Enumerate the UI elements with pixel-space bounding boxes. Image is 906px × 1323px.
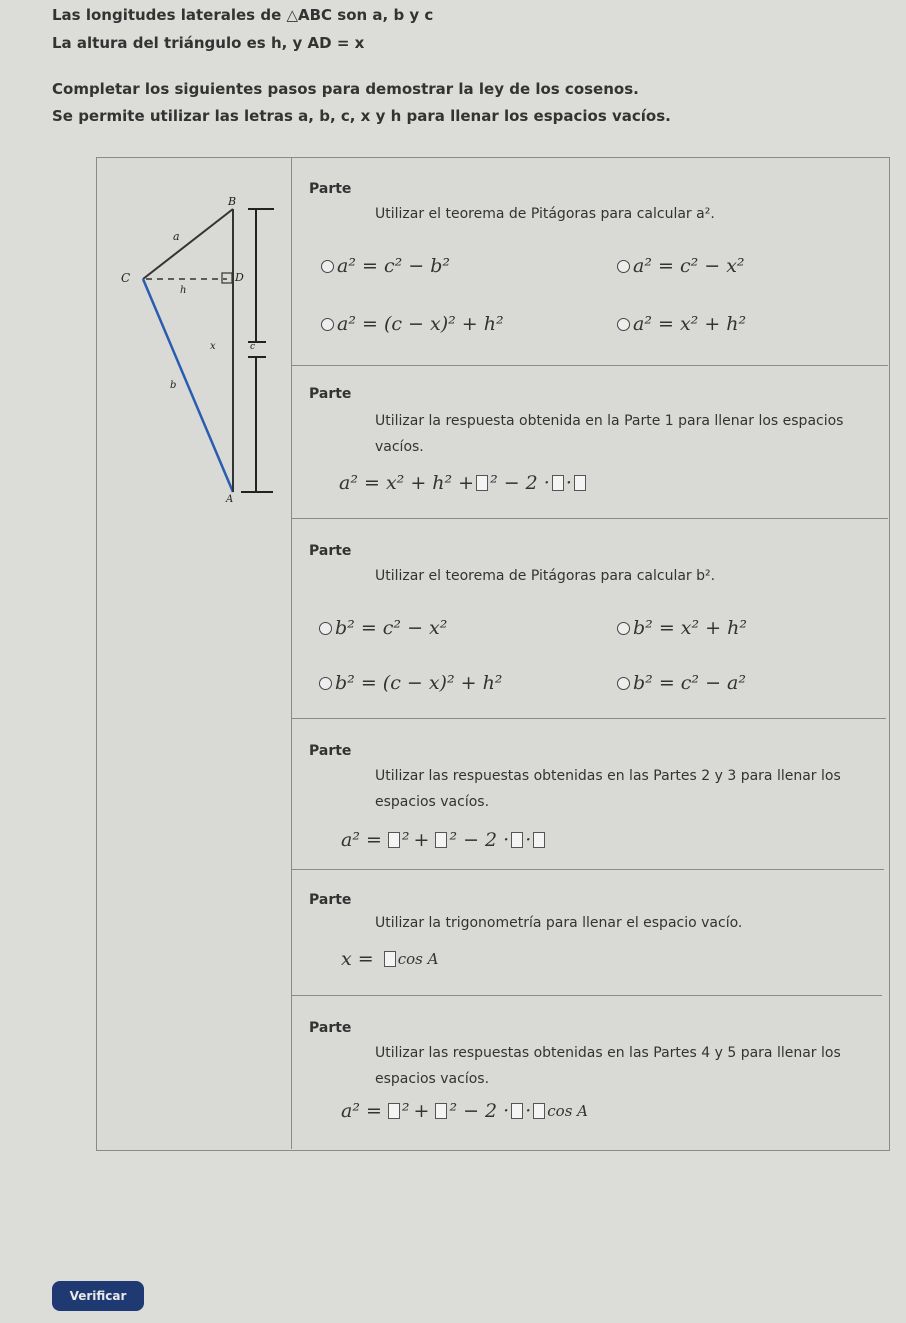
label-A: A — [226, 494, 234, 505]
intro-line-3: Completar los siguientes pasos para demostrar la ley de los cosenos. — [52, 80, 639, 98]
part-3-option-4[interactable]: b² = c² − a² — [617, 672, 746, 694]
radio-icon[interactable] — [321, 260, 334, 273]
triangle-diagram — [96, 157, 291, 517]
part-4 — [291, 719, 884, 870]
part-1-instruction: Utilizar el teorema de Pitágoras para calcular a². — [375, 206, 715, 222]
blank-box[interactable] — [476, 475, 488, 491]
label-B: B — [228, 195, 237, 208]
part-6-instruction: Utilizar las respuestas obtenidas en las Partes 4 y 5 para llenar los espacios vacíos. — [375, 1045, 841, 1087]
part-5-title: Parte — [309, 892, 352, 908]
label-a: a — [173, 230, 180, 243]
part-2 — [291, 366, 888, 519]
part-1-option-1[interactable]: a² = c² − b² — [321, 255, 450, 277]
radio-icon[interactable] — [319, 622, 332, 635]
part-2-title: Parte — [309, 386, 352, 402]
intro-line-1: Las longitudes laterales de △ABC son a, b y c — [52, 6, 434, 24]
part-2-equation: a² = x² + h² + ² − 2 · · — [339, 472, 588, 494]
part-1-option-3[interactable]: a² = (c − x)² + h² — [321, 313, 504, 335]
side-b — [143, 279, 233, 492]
blank-box[interactable] — [435, 1103, 447, 1119]
part-5-instruction: Utilizar la trigonometría para llenar el espacio vacío. — [375, 915, 743, 931]
radio-icon[interactable] — [617, 677, 630, 690]
blank-box[interactable] — [533, 832, 545, 848]
right-angle-mark — [222, 273, 232, 283]
radio-icon[interactable] — [321, 318, 334, 331]
intro-line-2: La altura del triángulo es h, y AD = x — [52, 34, 365, 52]
blank-box[interactable] — [574, 475, 586, 491]
part-3-option-2[interactable]: b² = x² + h² — [617, 617, 747, 639]
label-C: C — [121, 271, 131, 285]
part-4-instruction: Utilizar las respuestas obtenidas en las Partes 2 y 3 para llenar los espacios vacíos. — [375, 768, 841, 810]
blank-box[interactable] — [511, 1103, 523, 1119]
blank-box[interactable] — [552, 475, 564, 491]
blank-box[interactable] — [435, 832, 447, 848]
part-3-instruction: Utilizar el teorema de Pitágoras para calcular b². — [375, 568, 716, 584]
blank-box[interactable] — [533, 1103, 545, 1119]
part-1 — [291, 157, 888, 366]
part-3 — [291, 519, 886, 719]
verify-button[interactable]: Verificar — [52, 1281, 144, 1311]
part-1-title: Parte — [309, 181, 352, 197]
part-1-option-4[interactable]: a² = x² + h² — [617, 313, 746, 335]
label-D: D — [235, 271, 244, 284]
part-3-title: Parte — [309, 543, 352, 559]
part-6-title: Parte — [309, 1020, 352, 1036]
part-6-equation: a² = ² + ² − 2 · · cos A — [341, 1100, 588, 1122]
blank-box[interactable] — [511, 832, 523, 848]
label-x: x — [210, 341, 216, 352]
radio-icon[interactable] — [319, 677, 332, 690]
blank-box[interactable] — [384, 951, 396, 967]
label-b: b — [170, 380, 177, 391]
part-5 — [291, 870, 882, 996]
part-5-equation: x = cos A — [341, 948, 439, 970]
part-2-instruction: Utilizar la respuesta obtenida en la Parte 1 para llenar los espacios vacíos. — [375, 413, 844, 455]
diagram-column — [96, 157, 292, 1149]
part-3-option-1[interactable]: b² = c² − x² — [319, 617, 447, 639]
blank-box[interactable] — [388, 1103, 400, 1119]
radio-icon[interactable] — [617, 260, 630, 273]
part-4-title: Parte — [309, 743, 352, 759]
radio-icon[interactable] — [617, 318, 630, 331]
blank-box[interactable] — [388, 832, 400, 848]
part-1-option-2[interactable]: a² = c² − x² — [617, 255, 745, 277]
part-3-option-3[interactable]: b² = (c − x)² + h² — [319, 672, 502, 694]
radio-icon[interactable] — [617, 622, 630, 635]
intro-line-4: Se permite utilizar las letras a, b, c, x y h para llenar los espacios vacíos. — [52, 107, 671, 125]
side-a — [143, 209, 233, 279]
label-h: h — [180, 285, 187, 296]
label-c: c — [250, 342, 256, 352]
part-6 — [291, 996, 882, 1149]
part-4-equation: a² = ² + ² − 2 · · — [341, 829, 547, 851]
